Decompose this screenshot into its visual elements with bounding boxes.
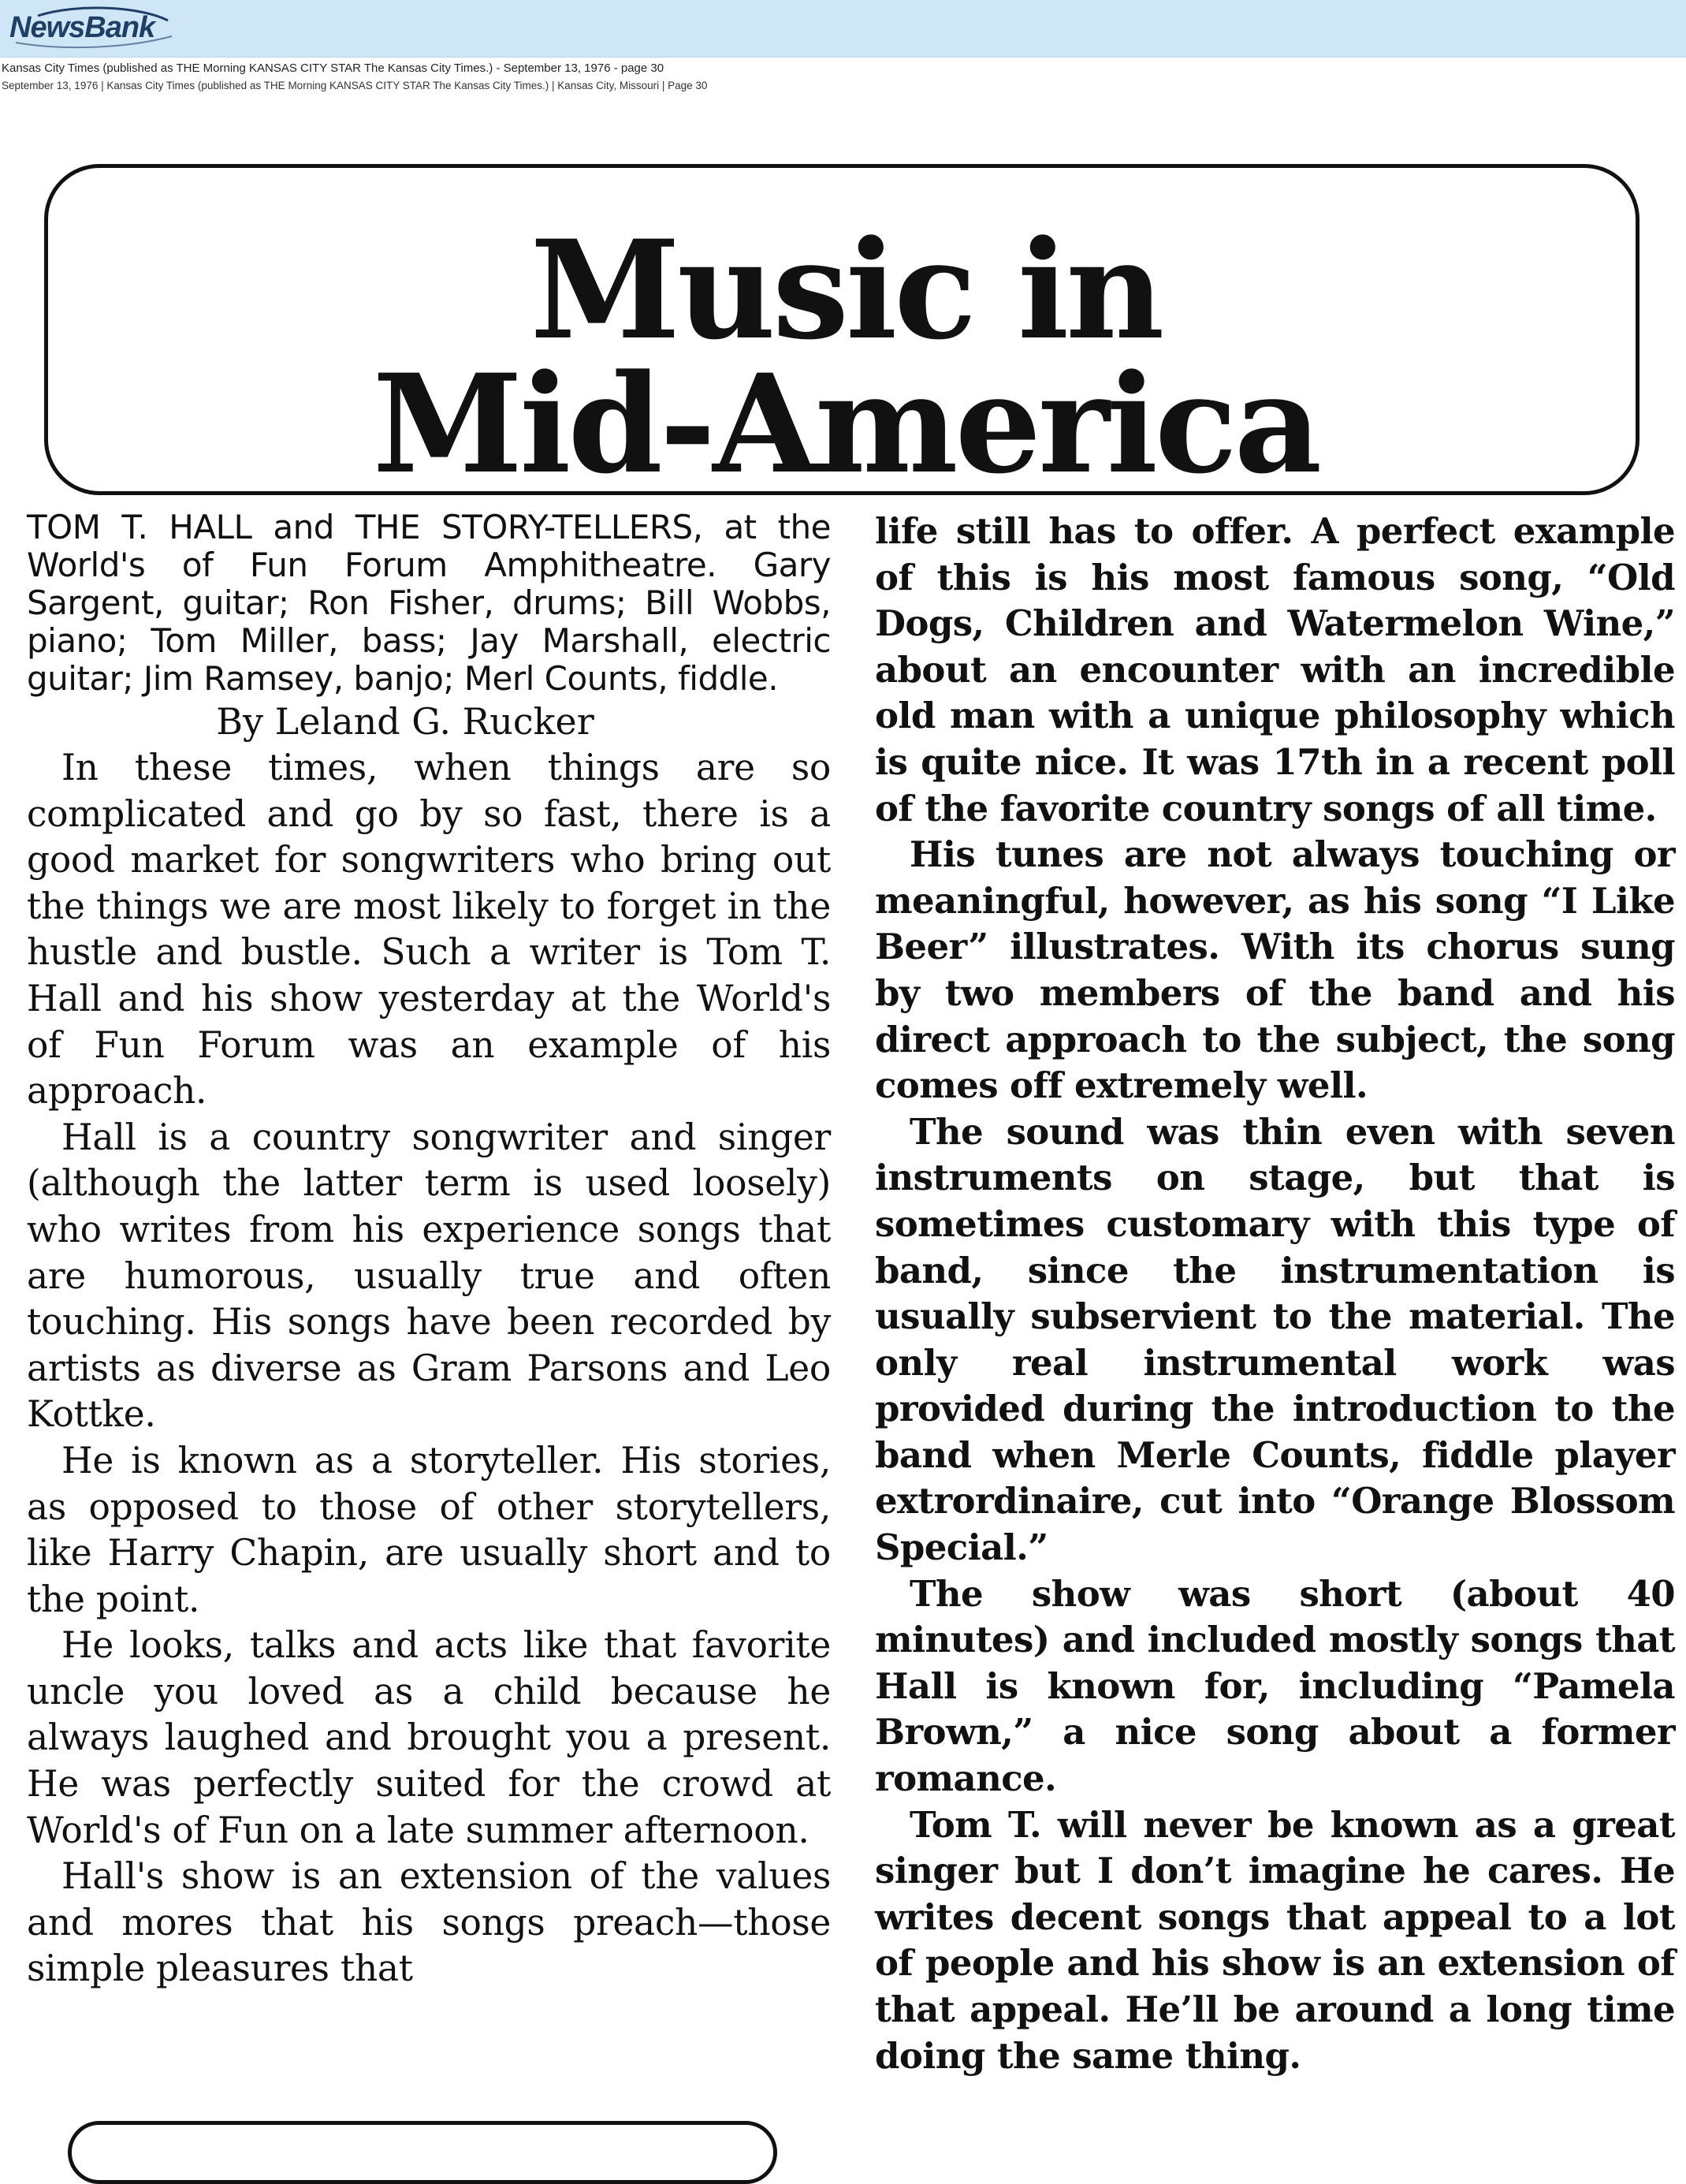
next-article-box-edge: [68, 2121, 777, 2184]
review-caption: TOM T. HALL and THE STORY-TELLERS, at the World's of Fun Forum Amphitheatre. Gary Sargent, guitar; Ron Fisher, drums; Bill Wobbs, piano; Tom Miller, bass; Jay Marshall, electric guitar; Jim Ramsey, banjo; Merl Counts, fiddle.: [27, 508, 831, 698]
paragraph: Hall is a country songwriter and singer (although the latter term is used loosely) who writes from his experience songs that are humorous, usually true and often touching. His songs have been recorded by artists as diverse as Gram Parsons and Leo Kottke.: [27, 1116, 831, 1436]
source-line: Kansas City Times (published as THE Morning KANSAS CITY STAR The Kansas City Times.) - September 13, 1976 - page 30: [2, 61, 664, 75]
headline-line-1: Music in: [530, 210, 1162, 370]
newspaper-clipping: [0, 126, 1686, 2149]
paragraph: In these times, when things are so complicated and go by so fast, there is a good market for songwriters who bring out the things we are most likely to forget in the hustle and bustle. Such a writer is Tom T. Hall and his show yesterday at the World's of Fun Forum was an example of his approach.: [27, 747, 831, 1112]
paragraph: He is known as a storyteller. His stories, as opposed to those of other storytellers, like Harry Chapin, are usually short and to the point.: [27, 1439, 831, 1620]
paragraph: He looks, talks and acts like that favorite uncle you loved as a child because he always laughed and brought you a present. He was perfectly suited for the crowd at World's of Fun on a late summer afternoon.: [27, 1624, 831, 1851]
detail-line: September 13, 1976 | Kansas City Times (published as THE Morning KANSAS CITY STAR The Kansas City Times.) | Kansas City, Missouri | Page 30: [2, 80, 708, 91]
byline: By Leland G. Rucker: [216, 700, 594, 743]
headline-line-2: Mid-America: [372, 344, 1319, 504]
paragraph: Hall's show is an extension of the values and mores that his songs preach—those simple pleasures that: [27, 1855, 831, 1990]
paragraph: Tom T. will never be known as a great singer but I don’t imagine he cares. He writes decent songs that appeal to a lot of people and his show is an extension of that appeal. He’ll be around a long time doing the same thing.: [875, 1803, 1675, 2077]
headline: [48, 210, 1643, 504]
paragraph: His tunes are not always touching or meaningful, however, as his song “I Like Beer” illustrates. With its chorus sung by two members of the band and his direct approach to the subject, the song comes off extremely well.: [875, 833, 1675, 1107]
headline-box: [44, 164, 1639, 504]
newsbank-logo[interactable]: [6, 5, 188, 52]
paragraph: The show was short (about 40 minutes) and included mostly songs that Hall is known for, including “Pamela Brown,” a nice song about a former romance.: [875, 1572, 1675, 1800]
paragraph: The sound was thin even with seven instruments on stage, but that is sometimes customary with this type of band, since the instrumentation is usually subservient to the material. The only real instrumental work was provided during the introduction to the band when Merle Counts, fiddle player extrordinaire, cut into “Orange Blossom Special.”: [875, 1110, 1675, 1569]
right-column: [875, 509, 1675, 2079]
top-banner: [0, 0, 1686, 58]
logo-text: NewsBank: [9, 11, 155, 44]
left-column: [27, 509, 831, 1992]
paragraph-continuation: life still has to offer. A perfect example of this is his most famous song, “Old Dogs, Children and Watermelon Wine,” about an encounter with an incredible old man with a unique philosophy which is quite nice. It was 17th in a recent poll of the favorite country songs of all time.: [875, 510, 1675, 829]
